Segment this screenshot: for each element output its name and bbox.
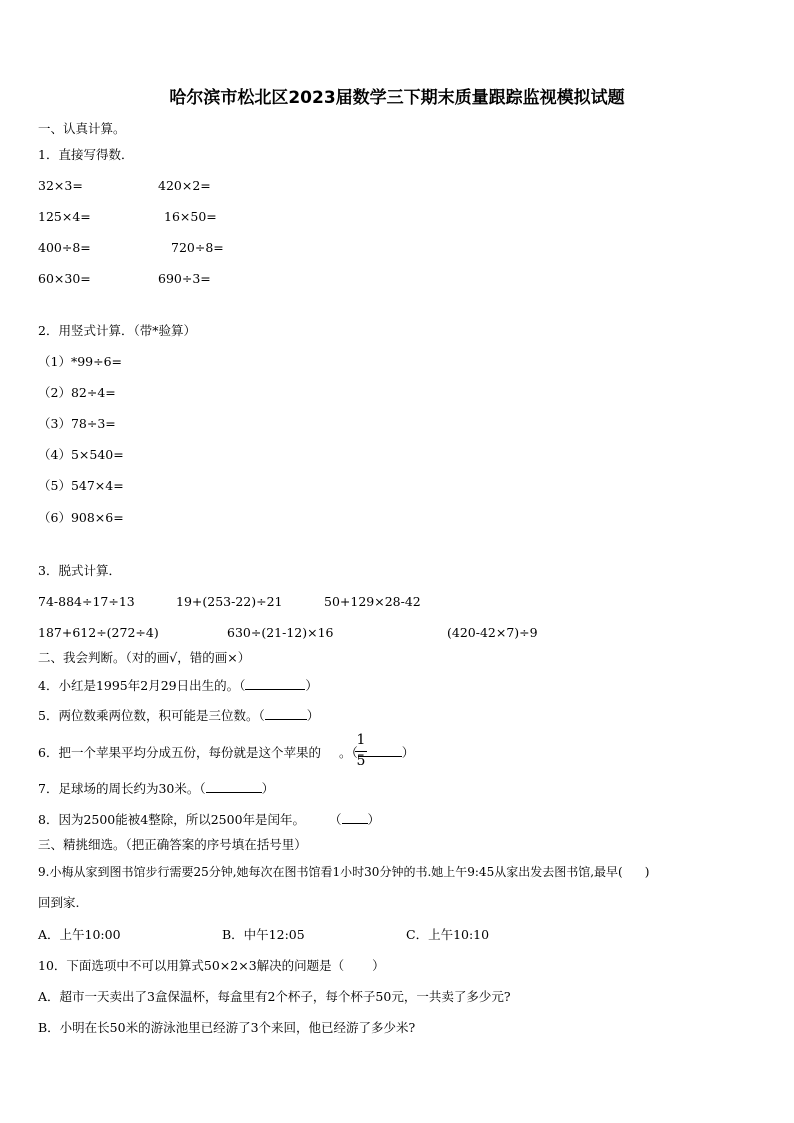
question-6-text: 6．把一个苹果平均分成五份，每份就是这个苹果的 bbox=[38, 745, 321, 760]
option-b: B．中午12:05 bbox=[222, 927, 305, 942]
close-paren: ） bbox=[401, 745, 415, 760]
calc-item: 60×30= bbox=[38, 271, 91, 286]
question-4-text: 4．小红是1995年2月29日出生的。（ bbox=[38, 678, 246, 693]
answer-blank[interactable] bbox=[245, 677, 305, 690]
answer-blank[interactable] bbox=[265, 707, 307, 720]
question-7-text: 7．足球场的周长约为30米。（ bbox=[38, 781, 206, 796]
expression-item: 19+(253-22)÷21 bbox=[176, 594, 283, 609]
question-3-label: 3．脱式计算． bbox=[38, 563, 121, 578]
calc-item: 690÷3= bbox=[158, 271, 211, 286]
question-10 bbox=[38, 958, 385, 974]
fraction-bar bbox=[355, 751, 367, 752]
option-a: A．上午10:00 bbox=[38, 927, 121, 942]
question-5 bbox=[38, 707, 319, 724]
section-heading-1: 一、认真计算。 bbox=[38, 121, 126, 136]
calc-item: 16×50= bbox=[164, 209, 217, 224]
close-paren: ） bbox=[372, 958, 385, 973]
answer-blank[interactable] bbox=[342, 811, 368, 824]
section-heading-2: 二、我会判断。（对的画√，错的画×） bbox=[38, 650, 251, 665]
answer-blank[interactable] bbox=[206, 780, 262, 793]
question-8-text: 8．因为2500能被4整除，所以2500年是闰年。 bbox=[38, 812, 306, 827]
calc-item: 400÷8= bbox=[38, 240, 91, 255]
vertical-calc-item: （4）5×540= bbox=[38, 447, 124, 462]
expression-item: 74-884÷17÷13 bbox=[38, 594, 135, 609]
question-9-text: 9.小梅从家到图书馆步行需要25分钟,她每次在图书馆看1小时30分钟的书.她上午9:45从家出发去图书馆,最早( bbox=[38, 865, 623, 879]
close-paren: ） bbox=[306, 708, 320, 723]
open-paren: （ bbox=[329, 812, 342, 827]
open-paren: 。（ bbox=[338, 745, 358, 760]
calc-item: 32×3= bbox=[38, 178, 83, 193]
question-10-text: 10．下面选项中不可以用算式50×2×3解决的问题是（ bbox=[38, 958, 345, 973]
option-b: B．小明在长50米的游泳池里已经游了3个来回，他已经游了多少米? bbox=[38, 1020, 416, 1035]
close-paren: ） bbox=[305, 678, 318, 693]
question-9-continued: 回到家. bbox=[38, 895, 80, 910]
question-2-label: 2．用竖式计算．（带*验算） bbox=[38, 323, 196, 338]
calc-item: 420×2= bbox=[158, 178, 211, 193]
vertical-calc-item: （3）78÷3= bbox=[38, 416, 116, 431]
close-paren: ） bbox=[367, 812, 381, 827]
section-heading-3: 三、精挑细选。（把正确答案的序号填在括号里） bbox=[38, 837, 307, 852]
fraction-numerator: 1 bbox=[356, 732, 366, 748]
close-paren: ) bbox=[644, 865, 650, 879]
expression-item: (420-42×7)÷9 bbox=[447, 625, 538, 640]
vertical-calc-item: （6）908×6= bbox=[38, 510, 124, 525]
expression-item: 630÷(21-12)×16 bbox=[227, 625, 334, 640]
vertical-calc-item: （1）*99÷6= bbox=[38, 354, 123, 369]
expression-item: 50+129×28-42 bbox=[324, 594, 421, 609]
expression-item: 187+612÷(272÷4) bbox=[38, 625, 159, 640]
close-paren: ） bbox=[261, 781, 275, 796]
fraction-denominator: 5 bbox=[356, 753, 366, 769]
question-1-label: 1．直接写得数． bbox=[38, 147, 134, 162]
vertical-calc-item: （2）82÷4= bbox=[38, 385, 116, 400]
page-title: 哈尔滨市松北区2023届数学三下期末质量跟踪监视模拟试题 bbox=[169, 88, 625, 108]
question-9 bbox=[38, 864, 649, 880]
option-c: C．上午10:10 bbox=[406, 927, 490, 942]
calc-item: 720÷8= bbox=[171, 240, 224, 255]
question-8 bbox=[38, 811, 380, 828]
question-4 bbox=[38, 677, 318, 694]
vertical-calc-item: （5）547×4= bbox=[38, 478, 124, 493]
question-7 bbox=[38, 780, 274, 797]
calc-item: 125×4= bbox=[38, 209, 91, 224]
option-a: A．超市一天卖出了3盒保温杯，每盒里有2个杯子，每个杯子50元，一共卖了多少元? bbox=[38, 989, 511, 1004]
question-5-text: 5．两位数乘两位数，积可能是三位数。（ bbox=[38, 708, 265, 723]
